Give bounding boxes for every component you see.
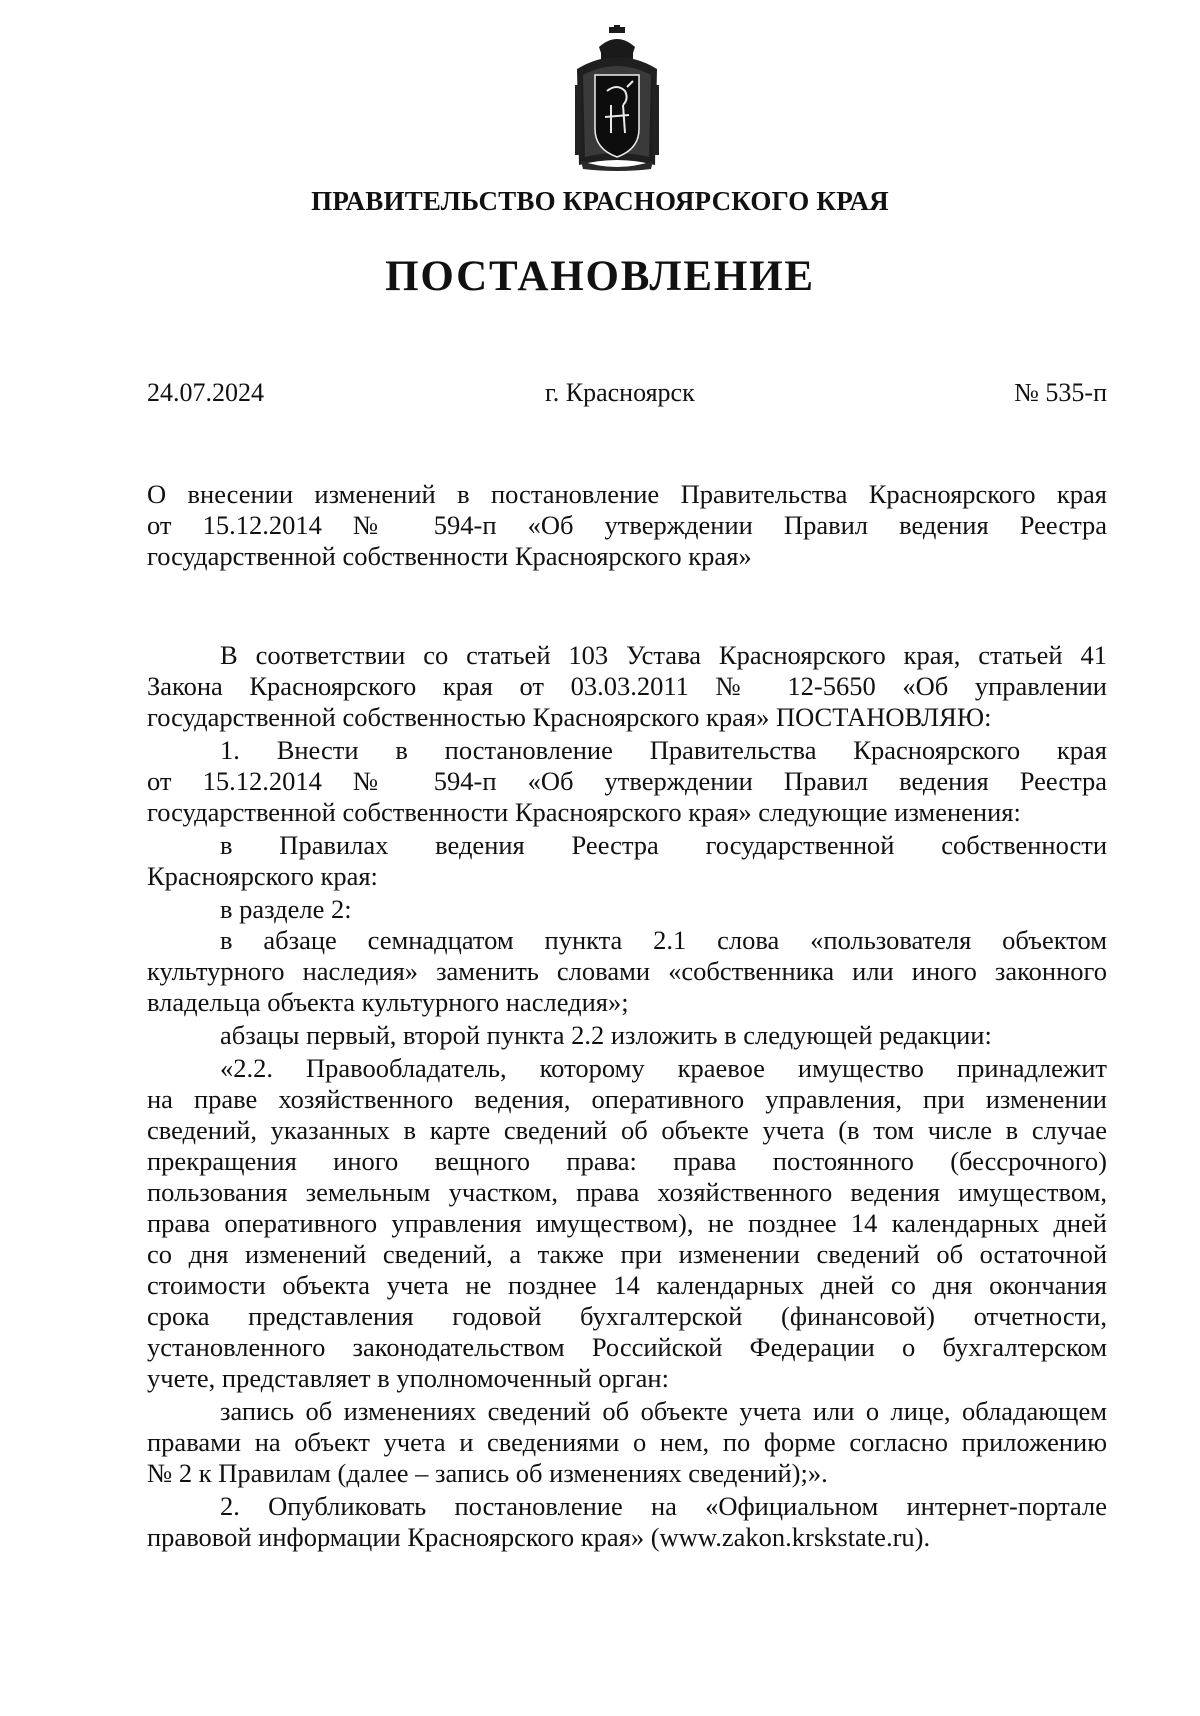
body-line: в абзаце семнадцатом пункта 2.1 слова «пользователя объектом (220, 925, 1107, 955)
body-line: правовой информации Красноярского края» (www.zakon.krskstate.ru). (147, 1522, 931, 1552)
body-line: сведений, указанных в карте сведений об объекте учета (в том числе в случае (147, 1115, 1107, 1145)
body-line: Красноярского края: (147, 861, 378, 891)
body-line: государственной собственностью Красноярского края» ПОСТАНОВЛЯЮ: (147, 702, 992, 732)
body-line: на праве хозяйственного ведения, оперативного управления, при изменении (147, 1084, 1107, 1114)
document-city: г. Красноярск (545, 378, 695, 407)
body-line: пользования земельным участком, права хозяйственного ведения имуществом, (147, 1177, 1107, 1207)
body-line: 1. Внести в постановление Правительства Красноярского края (220, 735, 1107, 765)
body-line: владельца объекта культурного наследия»; (147, 987, 629, 1017)
body-line: правами на объект учета и сведениями о нем, по форме согласно приложению (147, 1427, 1107, 1457)
body-line: прекращения иного вещного права: права постоянного (бессрочного) (147, 1146, 1107, 1176)
document-type-title: ПОСТАНОВЛЕНИЕ (385, 253, 815, 300)
subject-line: государственной собственности Красноярского края» (147, 541, 752, 571)
subject-line: О внесении изменений в постановление Правительства Красноярского края (147, 479, 1107, 509)
body-line: «2.2. Правообладатель, которому краевое имущество принадлежит (220, 1053, 1107, 1083)
body-line: в разделе 2: (220, 894, 352, 924)
organization-name: ПРАВИТЕЛЬСТВО КРАСНОЯРСКОГО КРАЯ (311, 186, 889, 216)
document-number: № 535-п (1014, 378, 1107, 407)
krasnoyarsk-coat-of-arms-icon (571, 25, 663, 173)
body-line: права оперативного управления имуществом), не позднее 14 календарных дней (147, 1208, 1107, 1238)
body-line: срока представления годовой бухгалтерской (финансовой) отчетности, (147, 1301, 1107, 1331)
body-line: от 15.12.2014 № 594-п «Об утверждении Правил ведения Реестра (147, 766, 1107, 796)
body-line: культурного наследия» заменить словами «собственника или иного законного (147, 956, 1107, 986)
body-line: абзацы первый, второй пункта 2.2 изложить в следующей редакции: (220, 1020, 992, 1050)
body-line: учете, представляет в уполномоченный орган: (147, 1363, 669, 1393)
body-line: В соответствии со статьей 103 Устава Красноярского края, статьей 41 (220, 640, 1107, 670)
document-date: 24.07.2024 (147, 378, 264, 407)
subject-line: от 15.12.2014 № 594-п «Об утверждении Правил ведения Реестра (147, 510, 1107, 540)
body-line: со дня изменений сведений, а также при изменении сведений об остаточной (147, 1239, 1107, 1269)
body-line: в Правилах ведения Реестра государственной собственности (220, 830, 1107, 860)
body-line: № 2 к Правилам (далее – запись об изменениях сведений);». (147, 1458, 828, 1488)
body-line: стоимости объекта учета не позднее 14 календарных дней со дня окончания (147, 1270, 1107, 1300)
body-line: запись об изменениях сведений об объекте учета или о лице, обладающем (220, 1396, 1107, 1426)
body-line: установленного законодательством Российской Федерации о бухгалтерском (147, 1332, 1107, 1362)
body-line: государственной собственности Красноярского края» следующие изменения: (147, 797, 1021, 827)
body-line: Закона Красноярского края от 03.03.2011 № 12-5650 «Об управлении (147, 671, 1107, 701)
body-line: 2. Опубликовать постановление на «Официальном интернет-портале (220, 1491, 1107, 1521)
